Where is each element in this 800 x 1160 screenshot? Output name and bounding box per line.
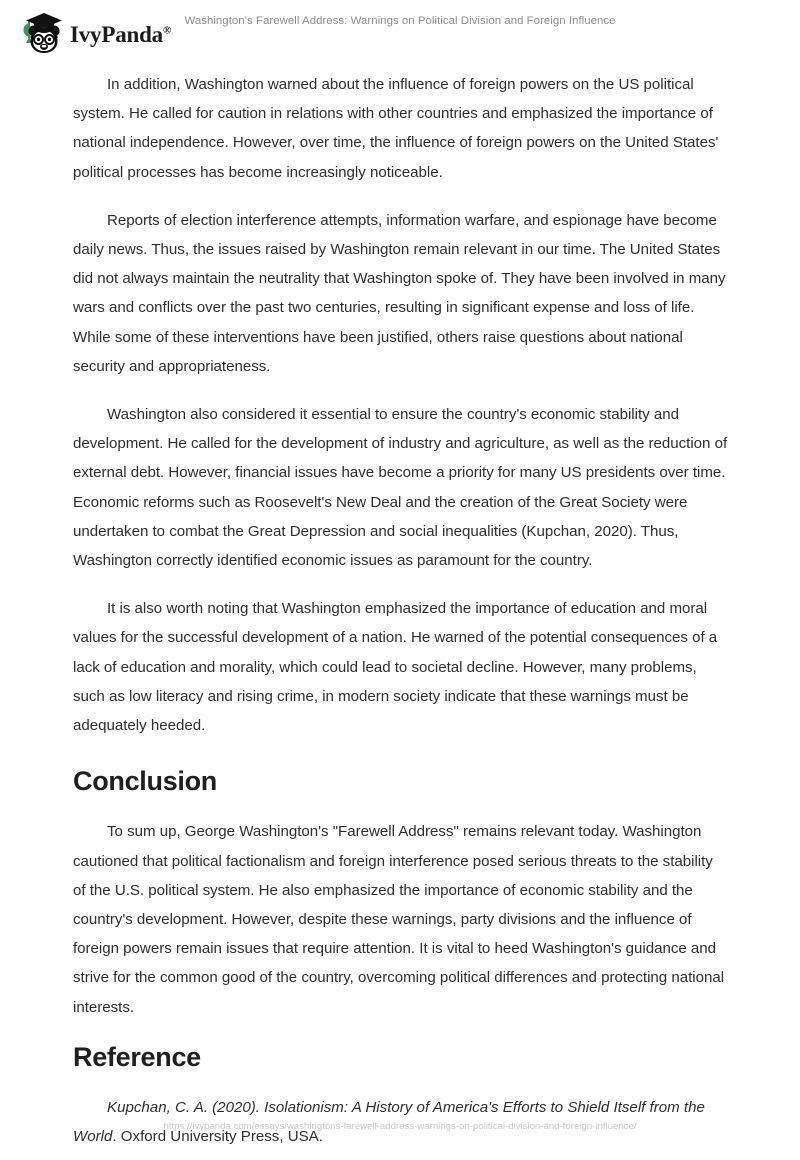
body-paragraph: Reports of election interference attempts, information warfare, and espionage have become daily news. Thus, the issues raised by Washington remain relevant in our time. The United States did not always maintain the neutrality that Washington spoke of. They have been involved in many wars and conflicts over the past two centuries, resulting in significant expense and loss of life. While some of these interventions have been justified, others raise questions about national security and appropriateness. [73, 211, 726, 375]
document-content [73, 70, 728, 1151]
section-heading-reference: Reference [73, 1041, 201, 1072]
body-paragraph: Washington also considered it essential to ensure the country's economic stability and development. He called for the development of industry and agriculture, as well as the reduction of external debt. However, financial issues have become a priority for many US presidents over time. Economic reforms such as Roosevelt's New Deal and the creation of the Great Society were undertaken to combat the Great Depression and social inequalities (Kupchan, 2020). Thus, Washington correctly identified economic issues as paramount for the country. [73, 406, 728, 570]
section-heading-conclusion: Conclusion [73, 766, 217, 797]
reference-entry-title: Kupchan, C. A. (2020). Isolationism: A History of America's Efforts to Shield Itself from the World [73, 1098, 705, 1145]
brand-name-text: IvyPanda [70, 21, 163, 47]
conclusion-paragraph: To sum up, George Washington's "Farewell Address" remains relevant today. Washington cautioned that political factionalism and foreign interference posed serious threats to the stability of the U.S. political system. He also emphasized the importance of economic stability and the country's development. However, despite these warnings, party divisions and the influence of foreign powers remain issues that require attention. It is vital to heed Washington's guidance and strive for the common good of the country, overcoming political differences and protecting national interests. [73, 823, 725, 1016]
page-header [0, 0, 800, 62]
body-paragraph: It is also worth noting that Washington emphasized the importance of education and moral values for the successful development of a nation. He warned of the potential consequences of a lack of education and morality, which could lead to societal decline. However, many problems, such as low literacy and rising crime, in modern society indicate that these warnings must be adequately heeded. [73, 600, 718, 735]
footer-source-url[interactable]: https://ivypanda.com/essays/washingtons-farewell-address-warnings-on-political-division-and-foreign-influence/ [163, 1121, 637, 1132]
document-header-title: Washington’s Farewell Address: Warnings on Political Division and Foreign Influence [184, 15, 616, 27]
reference-entry-publisher: . Oxford University Press, USA. [112, 1127, 323, 1145]
body-paragraph: In addition, Washington warned about the influence of foreign powers on the US political system. He called for caution in relations with other countries and emphasized the importance of national independence. However, over time, the influence of foreign powers on the United States' political processes has become increasingly noticeable. [73, 76, 719, 181]
registered-trademark-symbol: ® [162, 23, 172, 36]
